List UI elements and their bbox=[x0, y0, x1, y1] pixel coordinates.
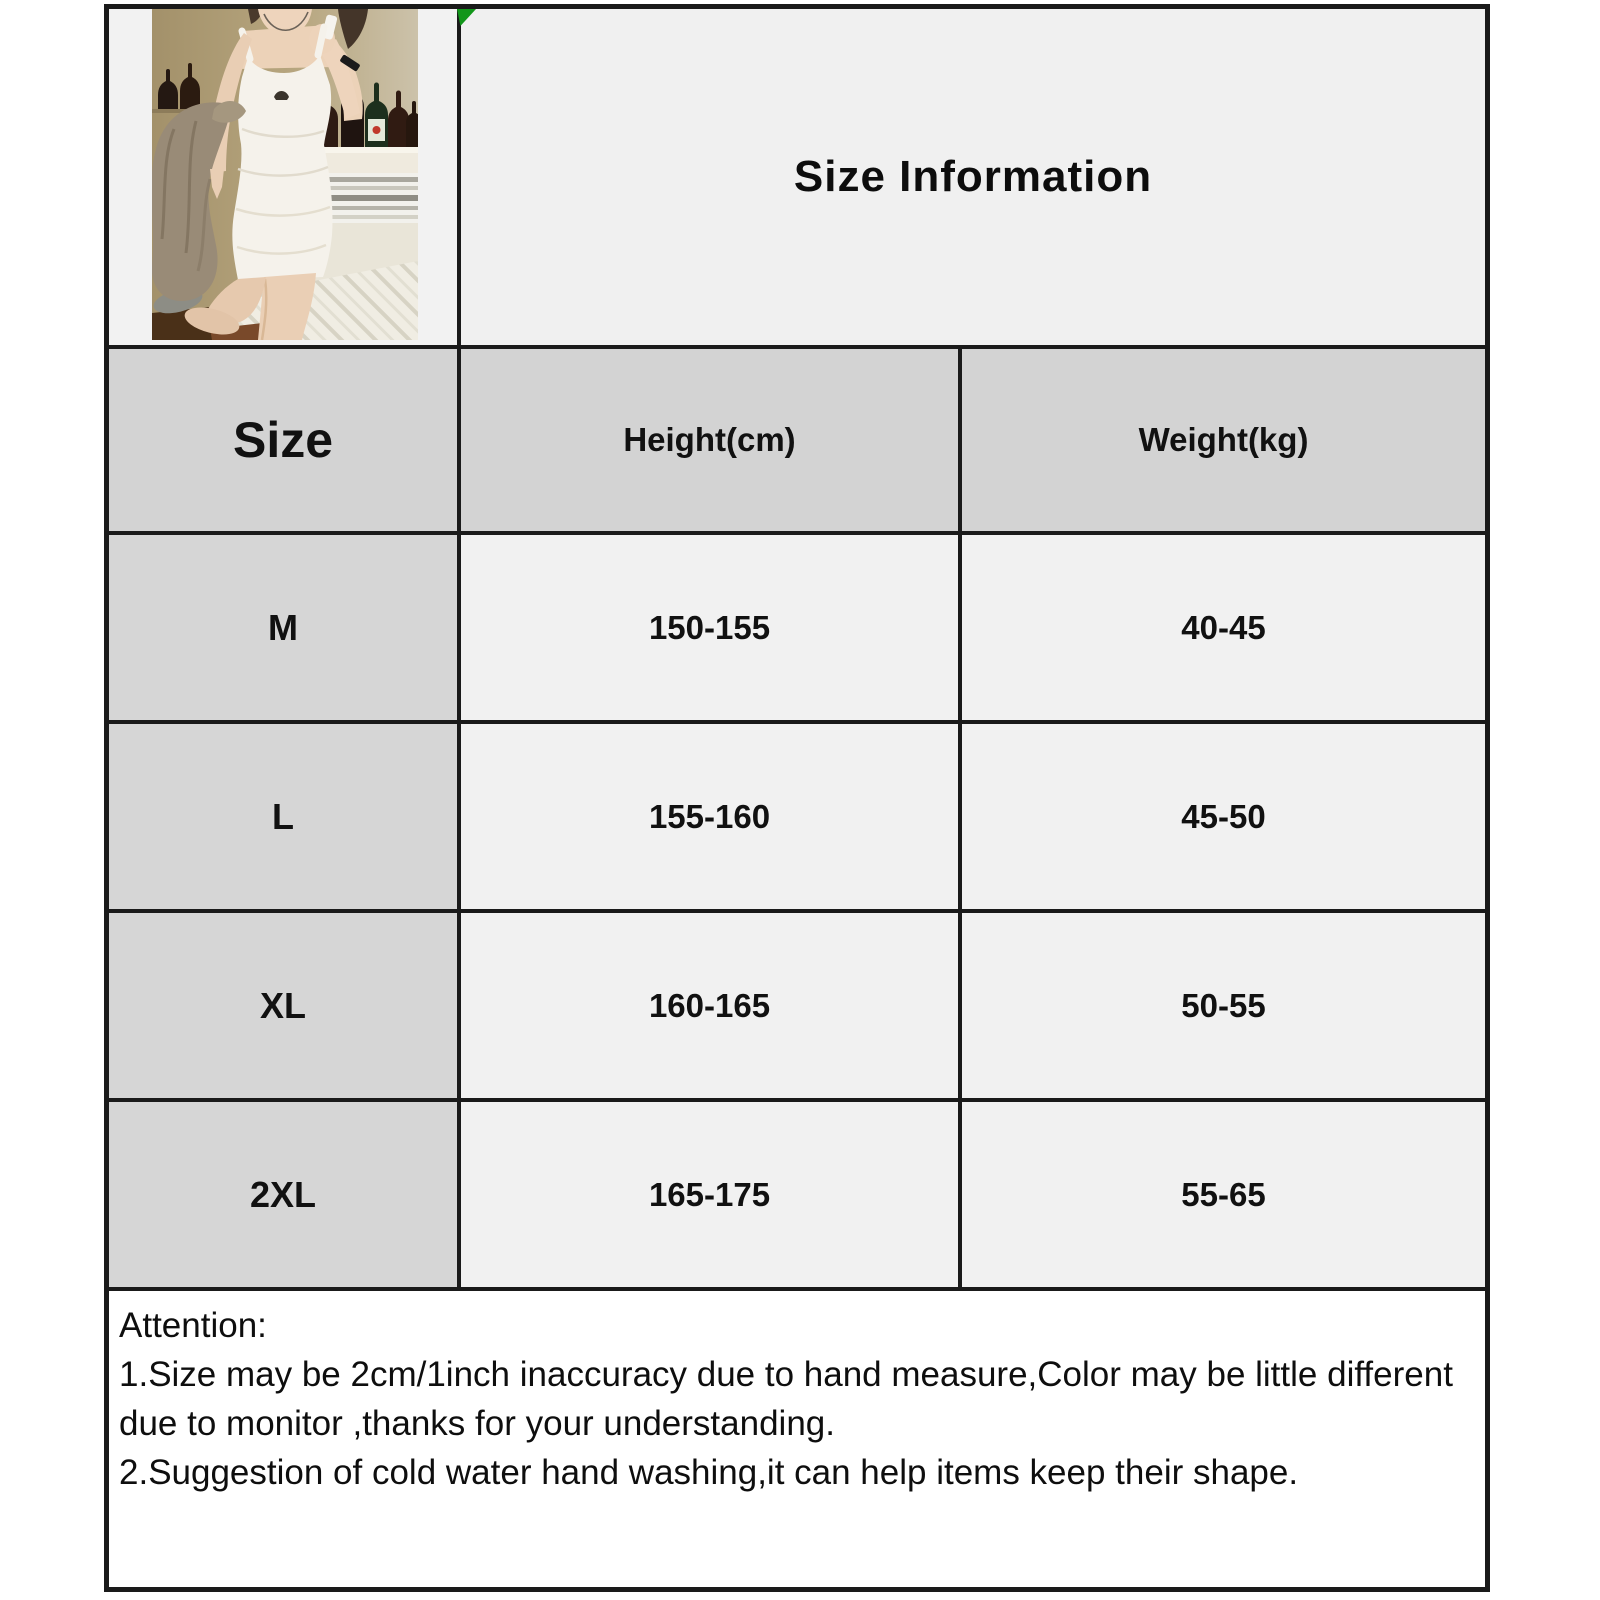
weight-cell: 45-50 bbox=[962, 724, 1485, 909]
title-cell bbox=[461, 9, 1485, 345]
height-cell: 165-175 bbox=[461, 1102, 962, 1287]
product-photo-cell bbox=[109, 9, 461, 345]
size-cell: L bbox=[109, 724, 461, 909]
attention-note: 2.Suggestion of cold water hand washing,it can help items keep their shape. bbox=[119, 1453, 1299, 1492]
size-cell: M bbox=[109, 535, 461, 720]
table-row-xl bbox=[109, 913, 1485, 1102]
attention-label: Attention: bbox=[119, 1306, 267, 1345]
table-row-2xl bbox=[109, 1102, 1485, 1291]
header-row bbox=[109, 349, 1485, 535]
height-cell: 155-160 bbox=[461, 724, 962, 909]
table-row-m bbox=[109, 535, 1485, 724]
attention-note: 1.Size may be 2cm/1inch inaccuracy due to hand measure,Color may be little different due to monitor ,thanks for your understanding. bbox=[119, 1355, 1453, 1443]
column-header-height: Height(cm) bbox=[461, 349, 962, 531]
dress bbox=[232, 55, 332, 280]
page-title: Size Information bbox=[793, 152, 1153, 201]
size-table bbox=[104, 4, 1490, 1592]
product-photo bbox=[152, 9, 418, 340]
weight-cell: 55-65 bbox=[962, 1102, 1485, 1287]
weight-cell: 50-55 bbox=[962, 913, 1485, 1098]
attention-section bbox=[109, 1291, 1485, 1587]
column-header-weight: Weight(kg) bbox=[1138, 421, 1309, 458]
size-cell: 2XL bbox=[109, 1102, 461, 1287]
height-cell: 150-155 bbox=[461, 535, 962, 720]
size-cell: XL bbox=[109, 913, 461, 1098]
top-row bbox=[109, 9, 1485, 349]
table-row-l bbox=[109, 724, 1485, 913]
height-cell: 160-165 bbox=[461, 913, 962, 1098]
column-header-size: Size bbox=[109, 349, 461, 531]
weight-cell: 40-45 bbox=[962, 535, 1485, 720]
